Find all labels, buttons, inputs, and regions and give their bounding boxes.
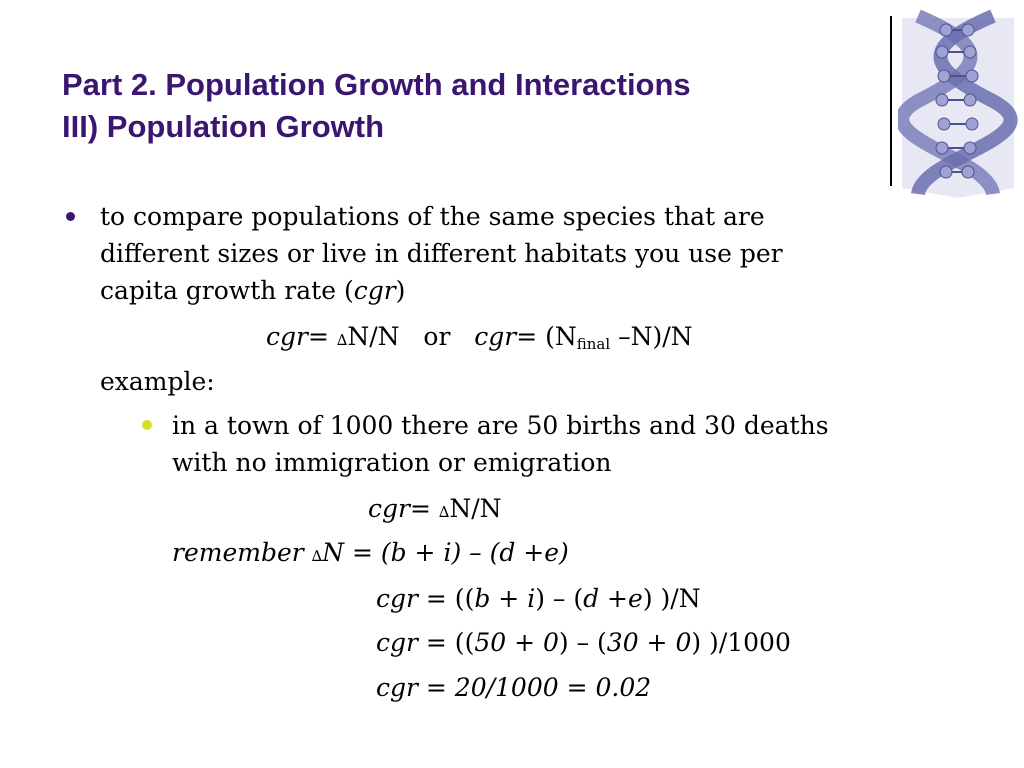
cgr-term: cgr	[368, 494, 410, 523]
equals-open: = ((	[417, 628, 475, 657]
remember-word: remember	[172, 538, 312, 567]
n-over-n: N/N	[347, 322, 400, 351]
formula-tail: ) )/1000	[691, 628, 791, 657]
intro-line-1: to compare populations of the same species that are	[100, 202, 765, 231]
formula-tail: ) )/N	[642, 584, 701, 613]
formula-cgr-expanded	[376, 580, 701, 617]
sub-bullet-line-1: in a town of 1000 there are 50 births and 30 deaths	[172, 411, 829, 440]
formula-cgr-result	[376, 669, 651, 706]
var-b: b	[474, 584, 491, 613]
title-line-1: Part 2. Population Growth and Interactions	[62, 67, 691, 102]
title-line-2: III) Population Growth	[62, 109, 385, 144]
intro-line-2: different sizes or live in different habitats you use per	[100, 239, 783, 268]
final-subscript: final	[576, 335, 611, 353]
births-term: 50 + 0	[474, 628, 559, 657]
var-i: i	[527, 584, 536, 613]
or-word: or	[423, 322, 451, 351]
result-formula: cgr = 20/1000 = 0.02	[376, 673, 652, 702]
remember-note	[172, 534, 569, 575]
delta-symbol: ∆	[438, 503, 450, 521]
minus: ) – (	[535, 584, 584, 613]
sub-bullet-marker	[142, 420, 152, 430]
cgr-term: cgr	[376, 628, 418, 657]
cgr-term: cgr	[376, 584, 418, 613]
remember-formula: N = (b + i) – (d +e)	[322, 538, 569, 567]
var-e: e	[628, 584, 643, 613]
example-label: example:	[100, 367, 215, 396]
cgr-term: cgr	[353, 276, 396, 305]
close-paren: )	[395, 276, 406, 305]
formula-cgr-substituted	[376, 624, 791, 661]
plus: +	[490, 584, 528, 613]
plus: +	[599, 584, 629, 613]
n-over-n: N/N	[449, 494, 502, 523]
formula-cgr-definition	[266, 318, 693, 363]
deaths-term: 30 + 0	[606, 628, 692, 657]
equals: =	[307, 322, 329, 351]
intro-line-3-text: capita growth rate (	[100, 276, 354, 305]
equals-open: = ((	[417, 584, 475, 613]
cgr-term: cgr	[474, 322, 517, 351]
delta-symbol: ∆	[311, 547, 323, 565]
sub-bullet-line-2: with no immigration or emigration	[172, 448, 612, 477]
var-d: d	[583, 584, 600, 613]
minus: ) – (	[558, 628, 607, 657]
formula-cgr-simple	[368, 490, 502, 531]
formula-tail: –N)/N	[610, 322, 693, 351]
delta-symbol: ∆	[336, 331, 348, 349]
equals-open: = (N	[516, 322, 577, 351]
bullet-marker	[66, 212, 75, 221]
intro-line-3	[100, 272, 405, 309]
cgr-term: cgr	[266, 322, 308, 351]
equals: =	[409, 494, 431, 523]
